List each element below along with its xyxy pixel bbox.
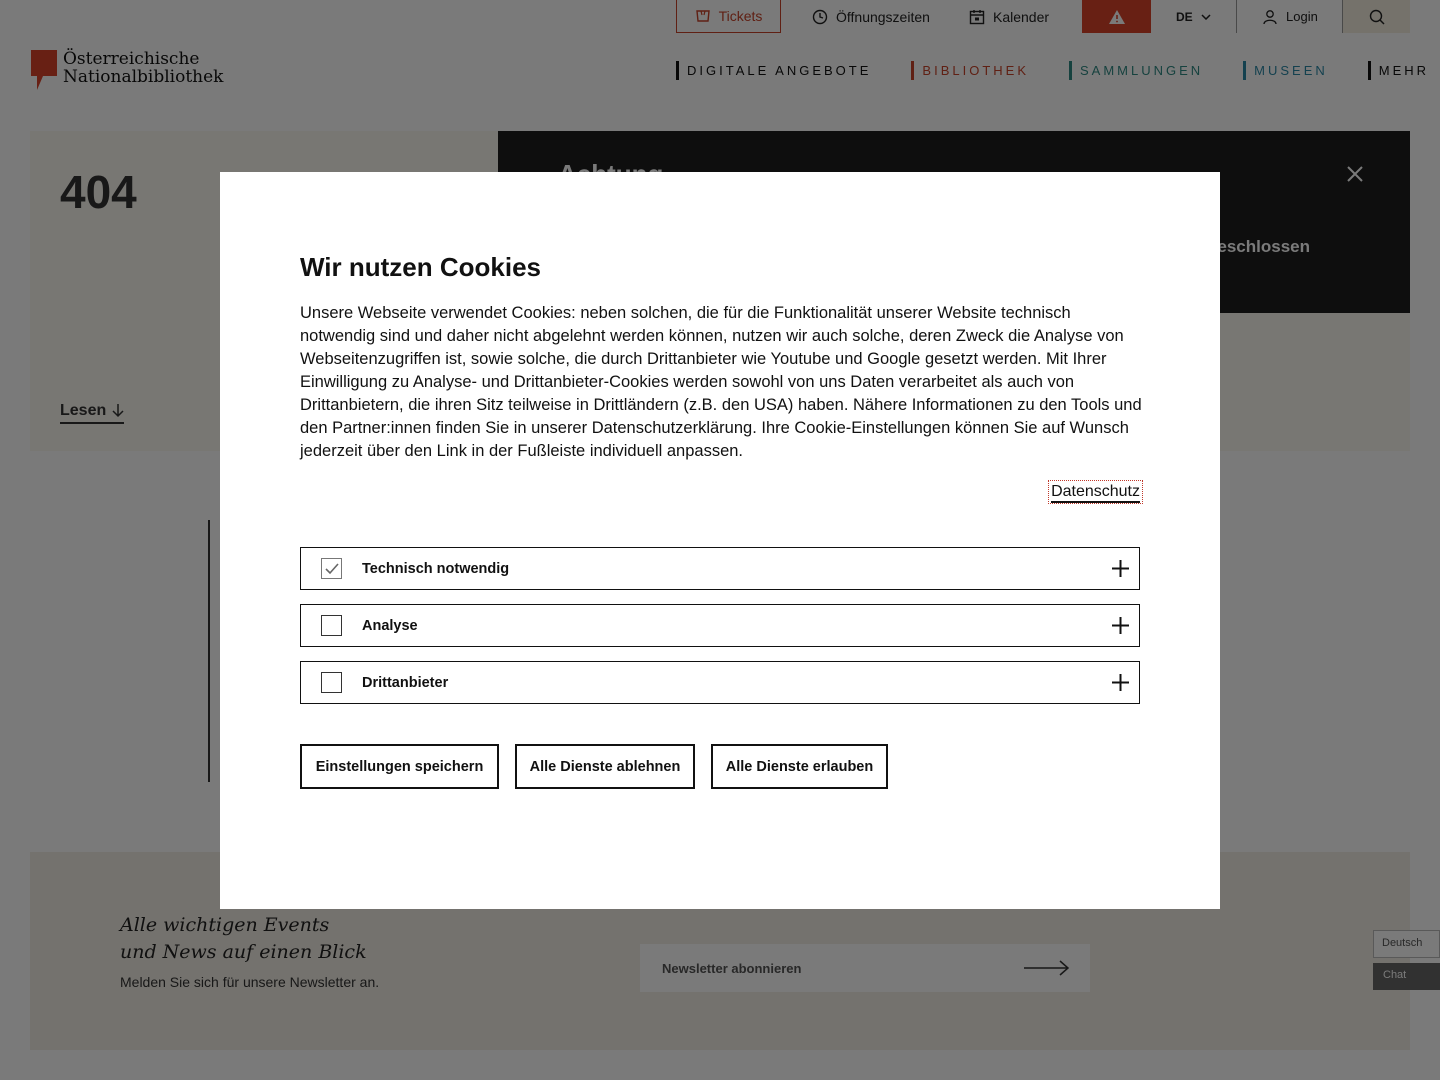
necessary-checkbox[interactable] [321, 558, 342, 579]
deny-all-button[interactable]: Alle Dienste ablehnen [515, 744, 695, 789]
save-settings-button[interactable]: Einstellungen speichern [300, 744, 499, 789]
privacy-link-label: Datenschutz [1051, 483, 1140, 503]
category-label: Technisch notwendig [362, 560, 510, 577]
analytics-checkbox[interactable] [321, 615, 342, 636]
plus-icon[interactable] [1111, 559, 1130, 578]
cookie-dialog-title: Wir nutzen Cookies [300, 252, 542, 282]
cookie-category-third-party[interactable] [300, 661, 1140, 704]
cookie-consent-dialog [220, 172, 1220, 909]
allow-all-button[interactable]: Alle Dienste erlauben [711, 744, 888, 789]
privacy-policy-link[interactable] [1049, 481, 1142, 503]
category-label: Drittanbieter [362, 674, 449, 691]
cookie-category-analytics[interactable] [300, 604, 1140, 647]
cookie-category-necessary[interactable] [300, 547, 1140, 590]
category-label: Analyse [362, 617, 418, 634]
checkmark-icon [325, 563, 339, 575]
plus-icon[interactable] [1111, 616, 1130, 635]
plus-icon[interactable] [1111, 673, 1130, 692]
cookie-dialog-text: Unsere Webseite verwendet Cookies: neben solchen, die für die Funktionalität unserer Website technisch notwendig sind und daher nicht abgelehnt werden können, nutzen wir auch solche, deren Zweck die Analyse von Webseitenzugriffen ist, sowie solche, die durch Drittanbieter wie Youtube und Google gesetzt werden. Mit Ihrer Einwilligung zu Analyse- und Drittanbieter-Cookies werden sowohl von uns Daten verarbeitet als auch von Drittanbietern, die ihren Sitz teilweise in Drittländern (z.B. den USA) haben. Nähere Informationen zu den Tools und den Partner:innen finden Sie in unserer Datenschutzerklärung. Ihre Cookie-Einstellungen können Sie auf Wunsch jederzeit über den Link in der Fußleiste individuell anpassen. [300, 304, 1142, 460]
third-party-checkbox[interactable] [321, 672, 342, 693]
